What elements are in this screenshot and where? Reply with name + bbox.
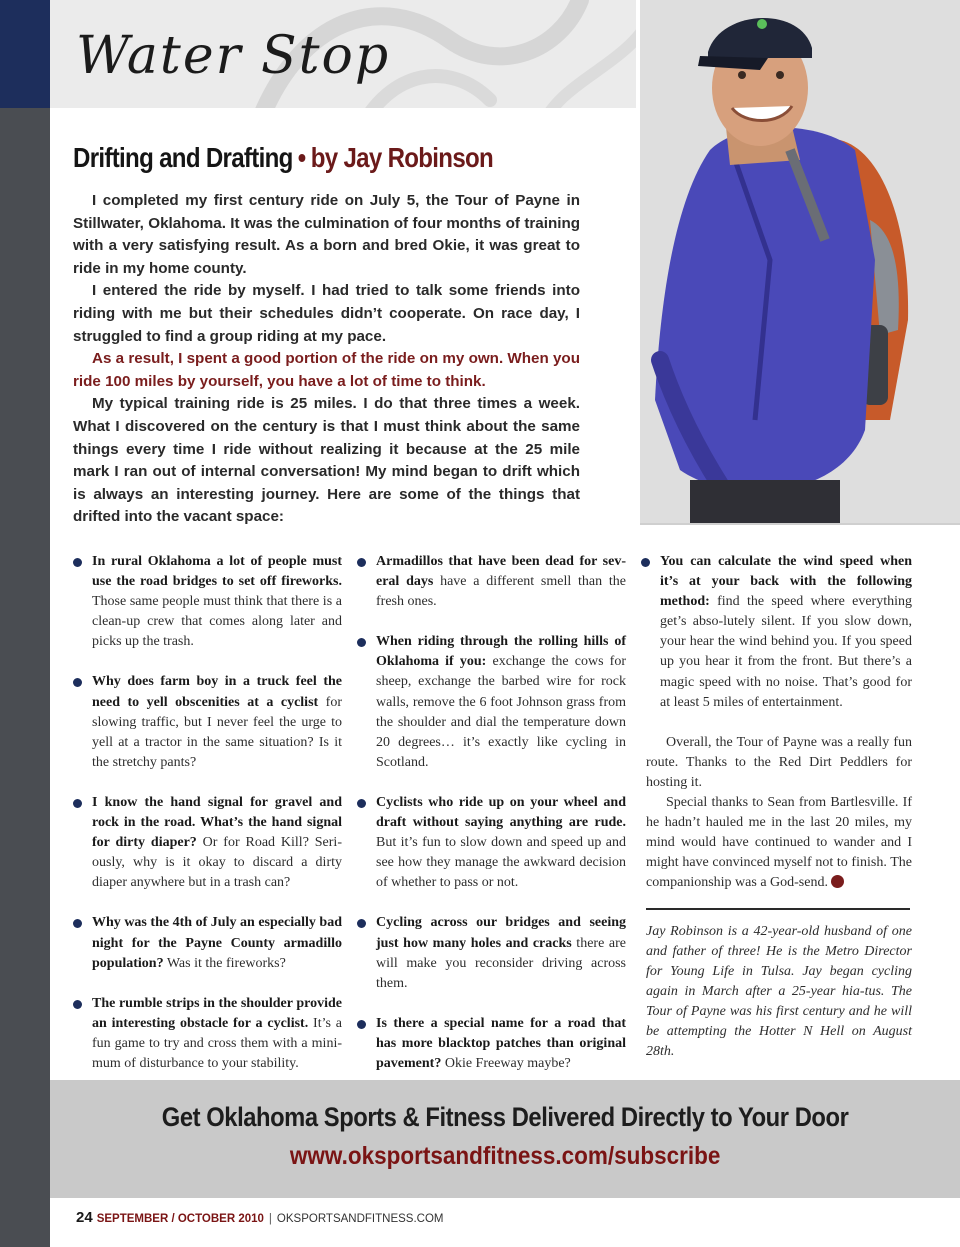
section-title: Water Stop: [76, 26, 391, 86]
list-item-lead: Armadillos that have been dead for sev-eral days: [376, 554, 626, 590]
bullet-icon: [357, 558, 366, 567]
list-item-lead: Why was the 4th of July an especially bad night for the Payne County armadillo population?: [92, 915, 342, 971]
left-rail-accent: [0, 0, 50, 108]
article-byline: by Jay Robinson: [310, 142, 494, 173]
article-headline: [73, 142, 493, 174]
page-folio: [76, 1209, 443, 1226]
issue-date: SEPTEMBER / OCTOBER 2010: [96, 1213, 264, 1225]
pull-quote: As a result, I spent a good portion of the ride on my own. When you ride 100 miles by yourself, you have a lot of time to think.: [73, 350, 580, 390]
subscribe-link-text[interactable]: www.oksportsandfitness.com/subscribe: [289, 1142, 721, 1170]
author-photo: [640, 0, 960, 523]
bullet-icon: [73, 558, 82, 567]
closing-paragraph: [646, 793, 912, 893]
closing-text: Special thanks to Sean from Bartlesville. If he hadn’t hauled me in the last 20 miles, my mind would have continued to wander and I might have convinced myself not to finish. The companionship was a God-send.: [646, 795, 912, 891]
list-item-text: Or for Road Kill? Seri-ously, why is it okay to discard a dirty diaper anywhere but in a trash can?: [92, 835, 342, 891]
list-item-lead: You can calculate the wind speed when it’s at your back with the following method:: [660, 554, 912, 610]
column-middle: [356, 552, 626, 1094]
list-item: [72, 913, 342, 973]
author-bio: Jay Robinson is a 42-year-old husband of one and father of three! He is the Metro Director for Young Life in Tulsa. Jay began cycling again in March after a 25-year hia-tus. The Tour of Payne was his first century and he will be attempting the Hotter N Hell on August 28th.: [646, 923, 912, 1060]
closing-paragraph: Overall, the Tour of Payne was a really fun route. Thanks to the Red Dirt Peddlers for hosting it.: [646, 734, 912, 790]
bullet-icon: [641, 558, 650, 567]
intro-paragraph: I completed my first century ride on July 5, the Tour of Payne in Stillwater, Oklahoma. It was the culmination of four months of training with a very satisfying result. As a born and bred Okie, it was great to ride in my home county.: [73, 192, 580, 277]
list-item-text: find the speed where everything get’s abso-lutely silent. If you slow down, your hear the wind behind you. If you speed up you hear it from the front. But there’s a magic speed with no noise. That’s good for at least 5 miles of entertainment.: [660, 594, 912, 710]
list-item-lead: Cyclists who ride up on your wheel and draft without saying anything are rude.: [376, 794, 626, 831]
bullet-icon: [357, 1020, 366, 1029]
bullet-icon: [73, 919, 82, 928]
article-intro: [73, 190, 580, 529]
list-item: [356, 632, 626, 773]
end-mark-icon: [831, 875, 844, 888]
list-item-text: exchange the cows for sheep, exchange the barbed wire for rock walls, remove the 6 foot Johnson grass from the shoulder and dial the temperature down 20 degrees… it’s exactly like cycling in Scotland.: [376, 654, 626, 770]
bullet-icon: [357, 919, 366, 928]
subscribe-link[interactable]: [50, 1142, 960, 1171]
list-item: [72, 672, 342, 772]
folio-separator: |: [268, 1213, 272, 1225]
list-item-text: Okie Freeway maybe?: [441, 1055, 571, 1071]
list-item-text: Those same people must think that there is a clean-up crew that comes along later and picks up the trash.: [92, 594, 342, 650]
list-item-text: there are will make you reconsider driving across them.: [376, 935, 626, 991]
bullet-icon: [73, 678, 82, 687]
bullet-icon: [357, 638, 366, 647]
list-item-text: have a different smell than the fresh ones.: [376, 574, 626, 610]
left-rail: [0, 108, 50, 1247]
list-item-lead: When riding through the rolling hills of Oklahoma if you:: [376, 634, 626, 670]
list-item-text: It’s a fun game to try and cross them with a mini-mum of disturbance to your stability.: [92, 1015, 343, 1071]
banner-headline: [50, 1102, 960, 1133]
article-title: Drifting and Drafting: [73, 142, 293, 173]
subscribe-banner: [50, 1080, 960, 1198]
list-item: [356, 1014, 626, 1074]
list-item: [356, 552, 626, 612]
column-right: [640, 552, 912, 1062]
intro-paragraph: My typical training ride is 25 miles. I do that three times a week. What I discovered on the century is that I must think about the same things every time I ride without realizing it because at the 25 mile mark I ran out of internal conversation! My mind began to drift which is always an interesting journey. Here are some of the things that drifted into the vacant space:: [73, 395, 580, 526]
list-item-lead: Why does farm boy in a truck feel the need to yell obscenities at a cyclist: [92, 674, 342, 710]
list-item: [356, 793, 626, 893]
list-item-lead: In rural Oklahoma a lot of people must use the road bridges to set off fireworks.: [92, 554, 342, 590]
banner-headline-text: Get Oklahoma Sports & Fitness Delivered Directly to Your Door: [161, 1102, 849, 1132]
list-item-text: Was it the fireworks?: [163, 955, 286, 971]
list-item-text: for slowing traffic, but I never feel the urge to yell at a tractor in the same situation? Is it the stretchy pants?: [92, 694, 343, 770]
bullet-icon: [73, 799, 82, 808]
page-number: 24: [76, 1209, 93, 1226]
list-item-lead: I know the hand signal for gravel and rock in the road. What’s the hand signal for dirty diaper?: [92, 794, 342, 851]
list-item: [640, 552, 912, 713]
list-item: [72, 552, 342, 652]
list-item-lead: Is there a special name for a road that has more blacktop patches than original pavement?: [376, 1015, 626, 1071]
column-left: [72, 552, 342, 1094]
list-item-lead: Cycling across our bridges and seeing just how many holes and cracks: [376, 915, 626, 951]
bullet-icon: [357, 799, 366, 808]
cyclist-portrait-icon: [640, 0, 960, 523]
list-item: [356, 913, 626, 993]
list-item-text: But it’s fun to slow down and speed up and see how they manage the awkward decision of whether to pass or not.: [376, 835, 626, 891]
site-url: OKSPORTSANDFITNESS.COM: [276, 1213, 444, 1225]
intro-paragraph: I entered the ride by myself. I had tried to talk some friends into riding with me but their schedules didn’t cooperate. On race day, I struggled to find a group riding at my pace.: [73, 282, 580, 345]
title-separator: •: [297, 142, 306, 173]
divider: [646, 908, 910, 910]
list-item: [72, 793, 342, 893]
list-item-lead: The rumble strips in the shoulder provide an interesting obstacle for a cyclist.: [92, 995, 342, 1031]
bullet-icon: [73, 1000, 82, 1009]
list-item: [72, 994, 342, 1074]
